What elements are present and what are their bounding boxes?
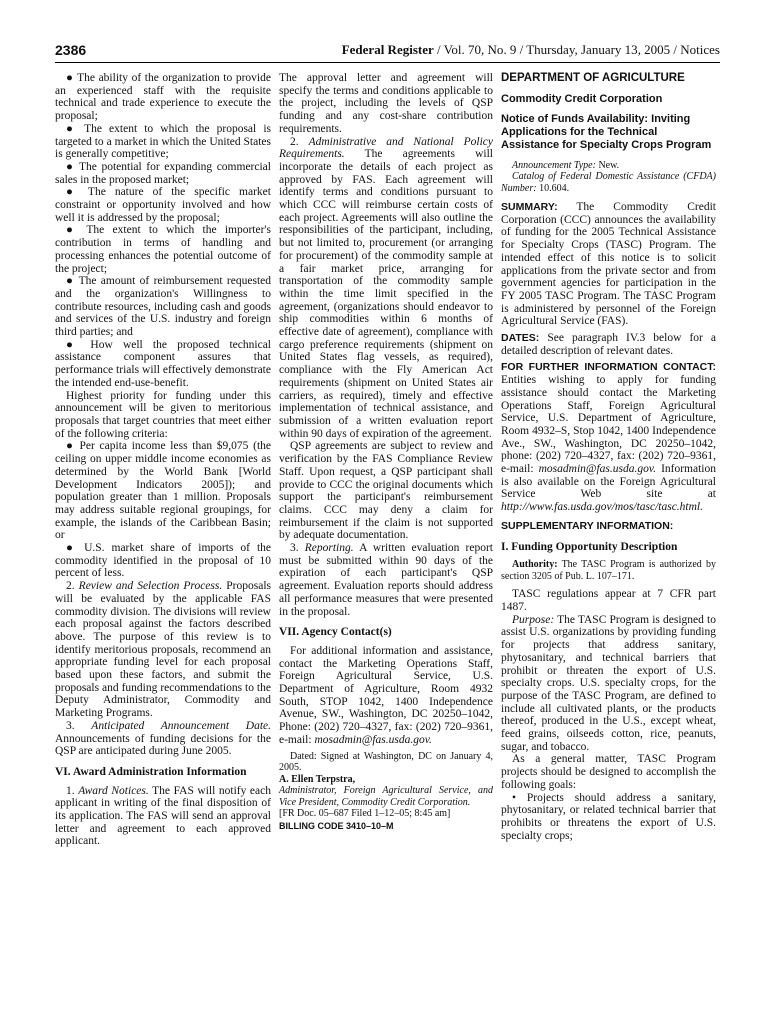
fr-doc-line: [FR Doc. 05–687 Filed 1–12–05; 8:45 am] [279,808,451,820]
paragraph: As a general matter, TASC Program projects should be designed to accomplish the following goals: [501,753,716,791]
paragraph: 1. Award Notices. The FAS will notify each applicant in writing of the final disposition of its application. The FAS will send an approval letter and agreement to each approved applicant. [55,784,271,848]
web-link[interactable]: http://www.fas.usda.gov/mos/tasc/tasc.html. [501,501,704,514]
notice-title: Notice of Funds Availability: Inviting Applications for the Technical Assistance for Specialty Crops Program [501,113,712,151]
paragraph: TASC regulations appear at 7 CFR part 1487. [501,588,716,613]
supplementary-heading: SUPPLEMENTARY INFORMATION: [501,519,674,532]
email-link[interactable]: mosadmin@fas.usda.gov. [538,463,657,476]
running-head [342,42,720,58]
paragraph: The approval letter and agreement will specify the terms and conditions applicable to the project, including the levels of QSP funding and any cost-share contribution requirements. [279,72,493,135]
column-3 [501,72,716,842]
section-heading: VI. Award Administration Information [55,765,247,778]
announcement-type: Announcement Type: New. [512,159,620,171]
page-header [55,42,720,62]
issue-info: / Vol. 70, No. 9 / Thursday, January 13, 2005 / Notices [437,42,720,57]
section-heading: VII. Agency Contact(s) [279,626,392,639]
department-heading: DEPARTMENT OF AGRICULTURE [501,72,685,84]
summary: SUMMARY: The Commodity Credit Corporation (CCC) announces the availability of funding for the 2005 Technical Assistance for Specialty Crops (TASC) Program. The intended effect of this notice is to solicit applications from the private sector and from government agencies for participation in the FY 2005 TASC Program. The TASC Program is administered by personnel of the Foreign Agricultural Service (FAS). [501,201,716,328]
list-item: ● The extent to which the proposal is targeted to a market in which the United States is generally competitive; [55,122,271,161]
paragraph: 3. Reporting. A written evaluation report must be submitted within 90 days of the expiration of each participant's QSP agreement. Evaluation reports should address all performance measures that were presented in the proposal. [279,542,494,618]
list-item: ● How well the proposed technical assistance component assures that performance trials will effectively demonstrate the intended end-use-benefit. [55,338,271,389]
header-rule [55,62,720,63]
dated-line: Dated: Signed at Washington, DC on January 4, 2005. [279,750,493,774]
billing-code: BILLING CODE 3410–10–M [279,820,394,831]
list-item: ● The amount of reimbursement requested and the organization's Willingness to contribute resources, including cash and goods and services of the U.S. industry and foreign third parties; and [55,275,271,339]
paragraph: QSP agreements are subject to review and verification by the FAS Compliance Review Staff. Upon request, a QSP participant shall provide to CCC the original documents which support the participant's reimbursement claims. CCC may deny a claim for reimbursement if the claim is not supported by adequate documentation. [279,440,493,542]
list-item: • Projects should address a sanitary, phytosanitary, or related technical barrier that prohibits or threatens the export of U.S. specialty crops; [501,791,716,842]
list-item: ● U.S. market share of imports of the commodity identified in the proposal of 10 percent of less. [55,542,271,580]
paragraph: 3. Anticipated Announcement Date. Announcements of funding decisions for the QSP are anticipated during June 2005. [55,719,272,758]
column-2 [279,72,493,832]
paragraph: Highest priority for funding under this announcement will be given to meritorious proposals that target countries that meet either of the following criteria: [55,389,271,440]
list-item: ● The potential for expanding commercial sales in the proposed market; [55,160,271,186]
dates: DATES: See paragraph IV.3 below for a detailed description of relevant dates. [501,332,716,357]
cfda-number: Catalog of Federal Domestic Assistance (CFDA) Number: 10.604. [501,171,716,194]
paragraph: Purpose: The TASC Program is designed to assist U.S. organizations by providing funding for projects that address sanitary, phytosanitary, and technical barriers that prohibit or threaten the export of U.S. specialty crops. U.S. specialty crops, for the purpose of the TASC Program, are defined to include all cultivated plants, or the products thereof, produced in the U.S., except wheat, feed grains, oilseeds cotton, rice, peanuts, sugar, and tobacco. [501,613,716,753]
authority-note: Authority: The TASC Program is authorized by section 3205 of Pub. L. 107–171. [501,559,716,582]
list-item: ● The ability of the organization to provide an experienced staff with the requisite technical and trade experience to execute the proposal; [55,72,271,123]
list-item: ● The extent to which the importer's contribution in terms of handling and processing enhances the potential outcome of the project; [55,224,271,275]
section-heading: I. Funding Opportunity Description [501,540,678,553]
paragraph: 2. Review and Selection Process. Proposals will be evaluated by the applicable FAS commodity division. The divisions will review each proposal against the factors described above. The purpose of this review is to identify meritorious proposals, recommend an appropriate funding level for each proposal based upon these factors, and submit the proposals and funding recommendations to the Deputy Administrator, Commodity and Marketing Programs. [55,580,271,720]
signer-title: Administrator, Foreign Agricultural Service, and Vice President, Commodity Credit Corporation. [279,785,493,808]
agency-heading: Commodity Credit Corporation [501,92,663,105]
further-information: FOR FURTHER INFORMATION CONTACT: Entities wishing to apply for funding assistance should contact the Marketing Operations Staff, Foreign Agricultural Service, U.S. Department of Agriculture, Room 4932–S, Stop 1042, 1400 Independence Ave., SW., Washington, DC 20250–1042, phone: (202) 720–4327, fax: (202) 720–9361, e-mail: mosadmin@fas.usda.gov. Information is also available on the Foreign Agricultural Service Web site at http://www.fas.usda.gov/mos/tasc/tasc.html. [501,361,716,514]
paragraph: For additional information and assistance, contact the Marketing Operations Staff, Foreign Agricultural Service, U.S. Department of Agriculture, Room 4932 South, STOP 1042, 1400 Independence Avenue, SW., Washington, DC 20250–1042, Phone: (202) 720–4327, fax: (202) 720–9361, e-mail: mosadmin@fas.usda.gov. [279,644,493,746]
paragraph: 2. Administrative and National Policy Requirements. The agreements will incorporate the details of each project as approved by FAS. Each agreement will identify terms and conditions pursuant to which CCC will reimburse certain costs of each project. Agreements will also outline the responsibilities of the participant, including, but not limited to, procurement (or arranging for procurement) of the commodity sample at a fair market price, arranging for transportation of the commodity sample within the time limit specified in the agreement, (organizations should endeavor to ship commodities within 6 months of effective date of agreement), compliance with cargo preference requirements (shipment on United States flag vessels, as required), compliance with the Fly American Act requirements (shipment on United States air carriers, as required), timely and effective implementation of technical assistance, and submission of a written evaluation report within 90 days of expiration of the agreement. [279,135,494,440]
journal-name: Federal Register [341,42,434,57]
list-item: ● The nature of the specific market constraint or opportunity involved and how well it is addressed by the proposal; [55,186,271,224]
column-1 [55,72,271,848]
email-link[interactable]: mosadmin@fas.usda.gov. [314,733,432,746]
list-item: ● Per capita income less than $9,075 (the ceiling on upper middle income economies as determined by the World Bank [World Development Indicators 2005]); and population greater than 1 million. Proposals may address suitable regional groupings, for example, the islands of the Caribbean Basin; or [55,440,272,542]
page-number: 2386 [55,42,87,58]
signer-name: A. Ellen Terpstra, [279,773,356,785]
